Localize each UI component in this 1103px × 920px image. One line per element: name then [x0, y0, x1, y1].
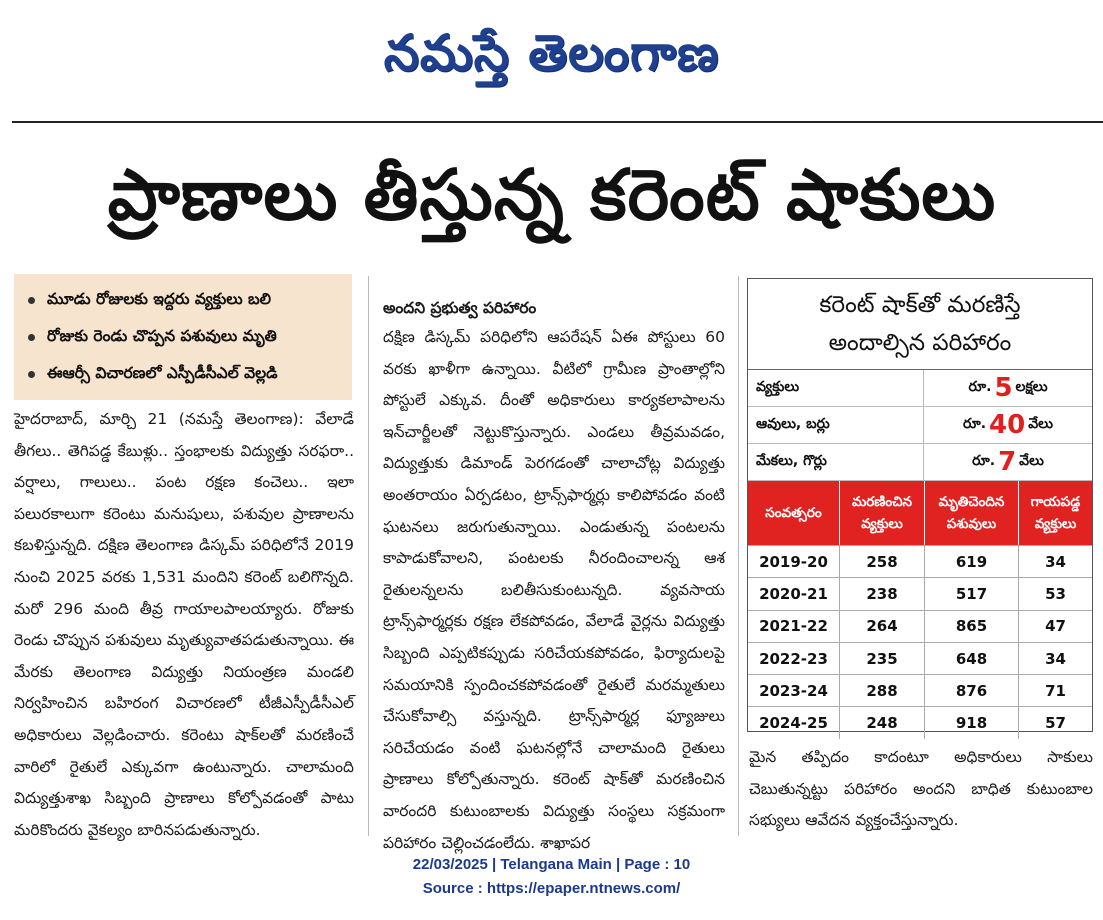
amount-value: 7 — [998, 447, 1017, 477]
left-column-text: హైదరాబాద్, మార్చి 21 (నమస్తే తెలంగాణ): వేలాడే తీగలు.. తెగిపడ్డ కేబుళ్లు.. స్తంభాలకు విద్యుత్తు సరఫరా.. వర్షాలు, గాలులు.. పంట రక్షణ కంచెలు.. ఇలా పలురకాలుగా కరెంటు మనుషులు, పశువుల ప్రాణాలను కబళిస్తున్నది. దక్షిణ తెలంగాణ డిస్కమ్ పరిధిలోనే 2019 నుంచి 2025 వరకు 1,531 మందిని కరెంట్ బలిగొన్నది. మరో 296 మంది తీవ్ర గాయాలపాలయ్యారు. రోజుకు రెండు చొప్పున పశువులు మృత్యువాతపడుతున్నాయి. ఈ మేరకు తెలంగాణ విద్యుత్తు నియంత్రణ మండలి నిర్వహించిన బహిరంగ విచారణలో టీజీఎస్పీడీసీఎల్ అధికారులు వెల్లడించారు. కరెంటు షాక్‌లతో మరణించే వారిలో రైతులే ఎక్కువగా ఉంటున్నారు. చాలామంది విద్యుత్తుశాఖ సిబ్బంది ప్రాణాలు కోల్పోవడంతో పాటు మరికొందరు వైకల్యం బారినపడుతున్నారు. — [14, 410, 354, 839]
compensation-label: వ్యక్తులు — [748, 370, 924, 406]
amount-unit: వేలు — [1028, 415, 1053, 432]
cell-deaths: 288 — [840, 675, 925, 706]
highlight-text: ఈఆర్సీ విచారణలో ఎస్పీడీసీఎల్ వెల్లడి — [47, 363, 278, 382]
bullet-icon — [28, 297, 35, 304]
amount-value: 5 — [994, 373, 1013, 403]
cell-deaths: 264 — [840, 611, 925, 642]
cell-injured: 34 — [1045, 649, 1066, 668]
right-column-text: మైన తప్పిదం కాదంటూ అధికారులు సాకులు చెబుతున్నట్టు పరిహారం అందని బాధిత కుటుంబాల సభ్యులు ఆవేదన వ్యక్తంచేస్తున్నారు. — [749, 748, 1093, 830]
highlight-item — [24, 319, 342, 356]
footer — [0, 853, 1103, 901]
cell-year: 2022-23 — [748, 643, 840, 674]
cell-livestock: 918 — [925, 707, 1019, 738]
compensation-amount — [924, 370, 1092, 406]
compensation-amount — [924, 444, 1092, 480]
amount-unit: లక్షలు — [1015, 378, 1048, 395]
header-year: సంవత్సరం — [748, 481, 840, 545]
middle-subheading: అందని ప్రభుత్వ పరిహారం — [383, 299, 537, 317]
amount-prefix: రూ. — [972, 452, 996, 469]
highlight-item — [24, 356, 342, 393]
cell-year: 2023-24 — [748, 675, 840, 706]
header-livestock: మృతిచెందిన పశువులు — [925, 481, 1019, 545]
cell-livestock: 517 — [925, 578, 1019, 609]
highlight-item — [24, 282, 342, 319]
cell-year: 2020-21 — [748, 578, 840, 609]
amount-unit: వేలు — [1019, 452, 1044, 469]
highlights-box — [14, 274, 352, 400]
column-divider — [738, 276, 739, 836]
infobox-title — [748, 279, 1092, 370]
highlight-text: రోజుకు రెండు చొప్పన పశువులు మృతి — [47, 326, 277, 345]
cell-deaths: 258 — [840, 546, 925, 577]
compensation-label: మేకలు, గొర్లు — [748, 444, 924, 480]
masthead-divider — [12, 121, 1103, 123]
compensation-row — [748, 370, 1092, 407]
amount-prefix: రూ. — [968, 378, 992, 395]
infobox-title-line1: కరెంట్ షాక్‌తో మరణిస్తే — [819, 292, 1021, 318]
compensation-infobox — [747, 278, 1093, 732]
amount-value: 40 — [989, 410, 1026, 440]
middle-column — [383, 296, 725, 859]
cell-injured: 57 — [1045, 714, 1066, 733]
cell-year: 2019-20 — [748, 546, 840, 577]
infobox-title-line2: అందాల్సిన పరిహారం — [828, 330, 1012, 356]
cell-injured: 47 — [1045, 617, 1066, 636]
amount-prefix: రూ. — [963, 415, 987, 432]
compensation-row — [748, 444, 1092, 481]
cell-livestock: 876 — [925, 675, 1019, 706]
table-row — [748, 674, 1092, 706]
cell-livestock: 619 — [925, 546, 1019, 577]
cell-injured: 71 — [1045, 681, 1066, 700]
table-row — [748, 577, 1092, 609]
highlight-text: మూడు రోజులకు ఇద్దరు వ్యక్తులు బలి — [47, 289, 271, 308]
middle-column-text: దక్షిణ డిస్కమ్ పరిధిలోని ఆపరేషన్ ఏఈ పోస్టులు 60 వరకు ఖాళీగా ఉన్నాయి. వీటిలో గ్రామీణ ప్రాంతాల్లోని పోస్టులే ఎక్కువ. దీంతో అధికారులు కార్యకలాపాలను ఇన్‌చార్జీలతో నెట్టుకొస్తున్నారు. ఎండలు తీవ్రమవడం, విద్యుత్తుకు డిమాండ్ పెరగడంతో చాలాచోట్ల విద్యుత్తు అంతరాయం ఏర్పడటం, ట్రాన్స్‌ఫార్మర్లు కాలిపోవడం వంటి ఘటనలు జరుగుతున్నాయి. ఎండుతున్న పంటలను కాపాడుకోవాలని, పంటలకు నీరందించాలన్న ఆశ రైతులన్నలను బలితీసుకుంటున్నది. వ్యవసాయ ట్రాన్స్‌ఫార్మర్లకు రక్షణ లేకపోవడం, వేలాడే వైర్లను విద్యుత్తు సిబ్బంది ఎప్పటికప్పుడు సరిచేయకపోవడం, ఫిర్యాదులపై సమయానికి స్పందించకపోవడంతో రైతులే మరమ్మతులు చేసుకోవాల్సి వస్తున్నది. ట్రాన్స్‌ఫార్మర్ల ఫ్యూజులు సరిచేయడం వంటి ఘటనల్లోనే చాలామంది రైతులు ప్రాణాలు కోల్పోతున్నారు. కరెంట్ షాక్‌తో మరణించిన వారందరి కుటుంబాలకు విద్యుత్తు సంస్థలు సక్రమంగా పరిహారం చెల్లించడంలేదు. శాఖాపర — [383, 328, 725, 852]
masthead — [0, 0, 1103, 118]
footer-source: Source : https://epaper.ntnews.com/ — [422, 880, 681, 897]
header-injured: గాయపడ్డ వ్యక్తులు — [1030, 494, 1081, 532]
cell-deaths: 238 — [840, 578, 925, 609]
compensation-label: ఆవులు, బర్లు — [748, 407, 924, 443]
cell-livestock: 865 — [925, 611, 1019, 642]
stats-table-header — [748, 481, 1092, 545]
masthead-logo: నమస్తే తెలంగాణ — [383, 23, 720, 82]
cell-deaths: 235 — [840, 643, 925, 674]
table-row — [748, 610, 1092, 642]
compensation-amount — [924, 407, 1092, 443]
cell-injured: 53 — [1045, 584, 1066, 603]
cell-deaths: 248 — [840, 707, 925, 738]
bullet-icon — [28, 371, 35, 378]
header-deaths: మరణించిన వ్యక్తులు — [840, 481, 925, 545]
column-divider — [368, 276, 369, 836]
bullet-icon — [28, 334, 35, 341]
compensation-row — [748, 407, 1092, 444]
cell-year: 2024-25 — [748, 707, 840, 738]
table-row — [748, 545, 1092, 577]
table-row — [748, 642, 1092, 674]
cell-year: 2021-22 — [748, 611, 840, 642]
headline: ప్రాణాలు తీస్తున్న కరెంట్ షాకులు — [107, 153, 997, 236]
cell-livestock: 648 — [925, 643, 1019, 674]
footer-edition-info: 22/03/2025 | Telangana Main | Page : 10 — [412, 856, 691, 873]
cell-injured: 34 — [1045, 552, 1066, 571]
table-row — [748, 706, 1092, 738]
